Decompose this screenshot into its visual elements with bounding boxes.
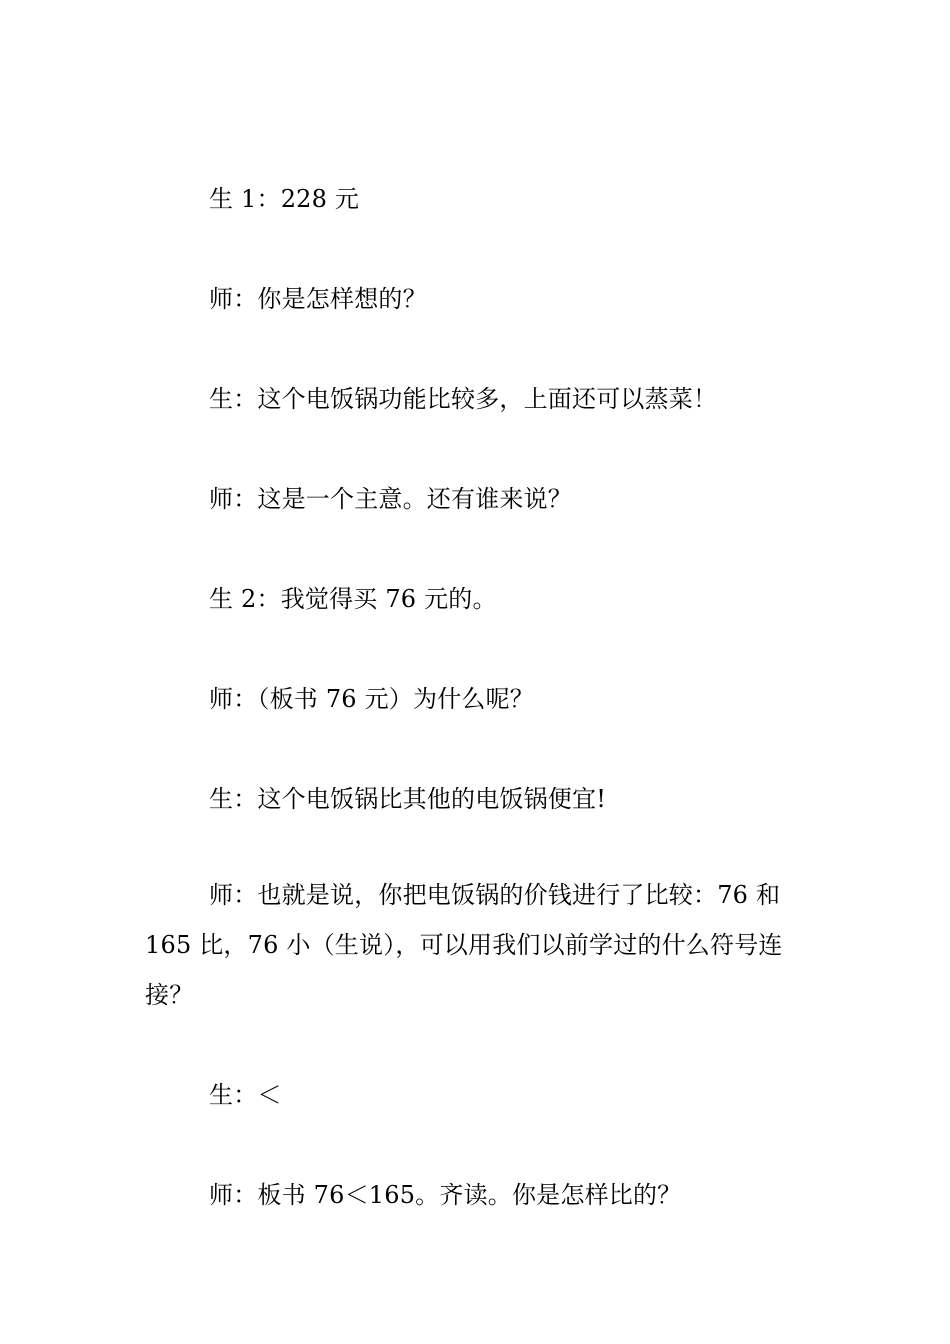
dialogue-line-teacher-question: 师：你是怎样想的？ — [209, 285, 427, 313]
dialogue-line-student-reason: 生：这个电饭锅功能比较多，上面还可以蒸菜！ — [209, 385, 718, 413]
dialogue-line-teacher-compare: 师：也就是说，你把电饭锅的价钱进行了比较：76 和 165 比，76 小（生说），可以用我们以前学过的什么符号连接？ — [145, 881, 783, 1009]
dialogue-line-student-2: 生 2：我觉得买 76 元的。 — [209, 585, 497, 613]
dialogue-line-student-symbol: 生：＜ — [209, 1081, 282, 1109]
dialogue-line-teacher-followup: 师：这是一个主意。还有谁来说？ — [209, 485, 572, 513]
dialogue-line-teacher-board: 师：（板书 76 元）为什么呢？ — [209, 685, 534, 713]
dialogue-line-teacher-read: 师：板书 76＜165。齐读。你是怎样比的？ — [209, 1181, 682, 1209]
dialogue-line-student-cheaper: 生：这个电饭锅比其他的电饭锅便宜! — [209, 785, 607, 813]
dialogue-line-student-1: 生 1：228 元 — [209, 185, 360, 213]
